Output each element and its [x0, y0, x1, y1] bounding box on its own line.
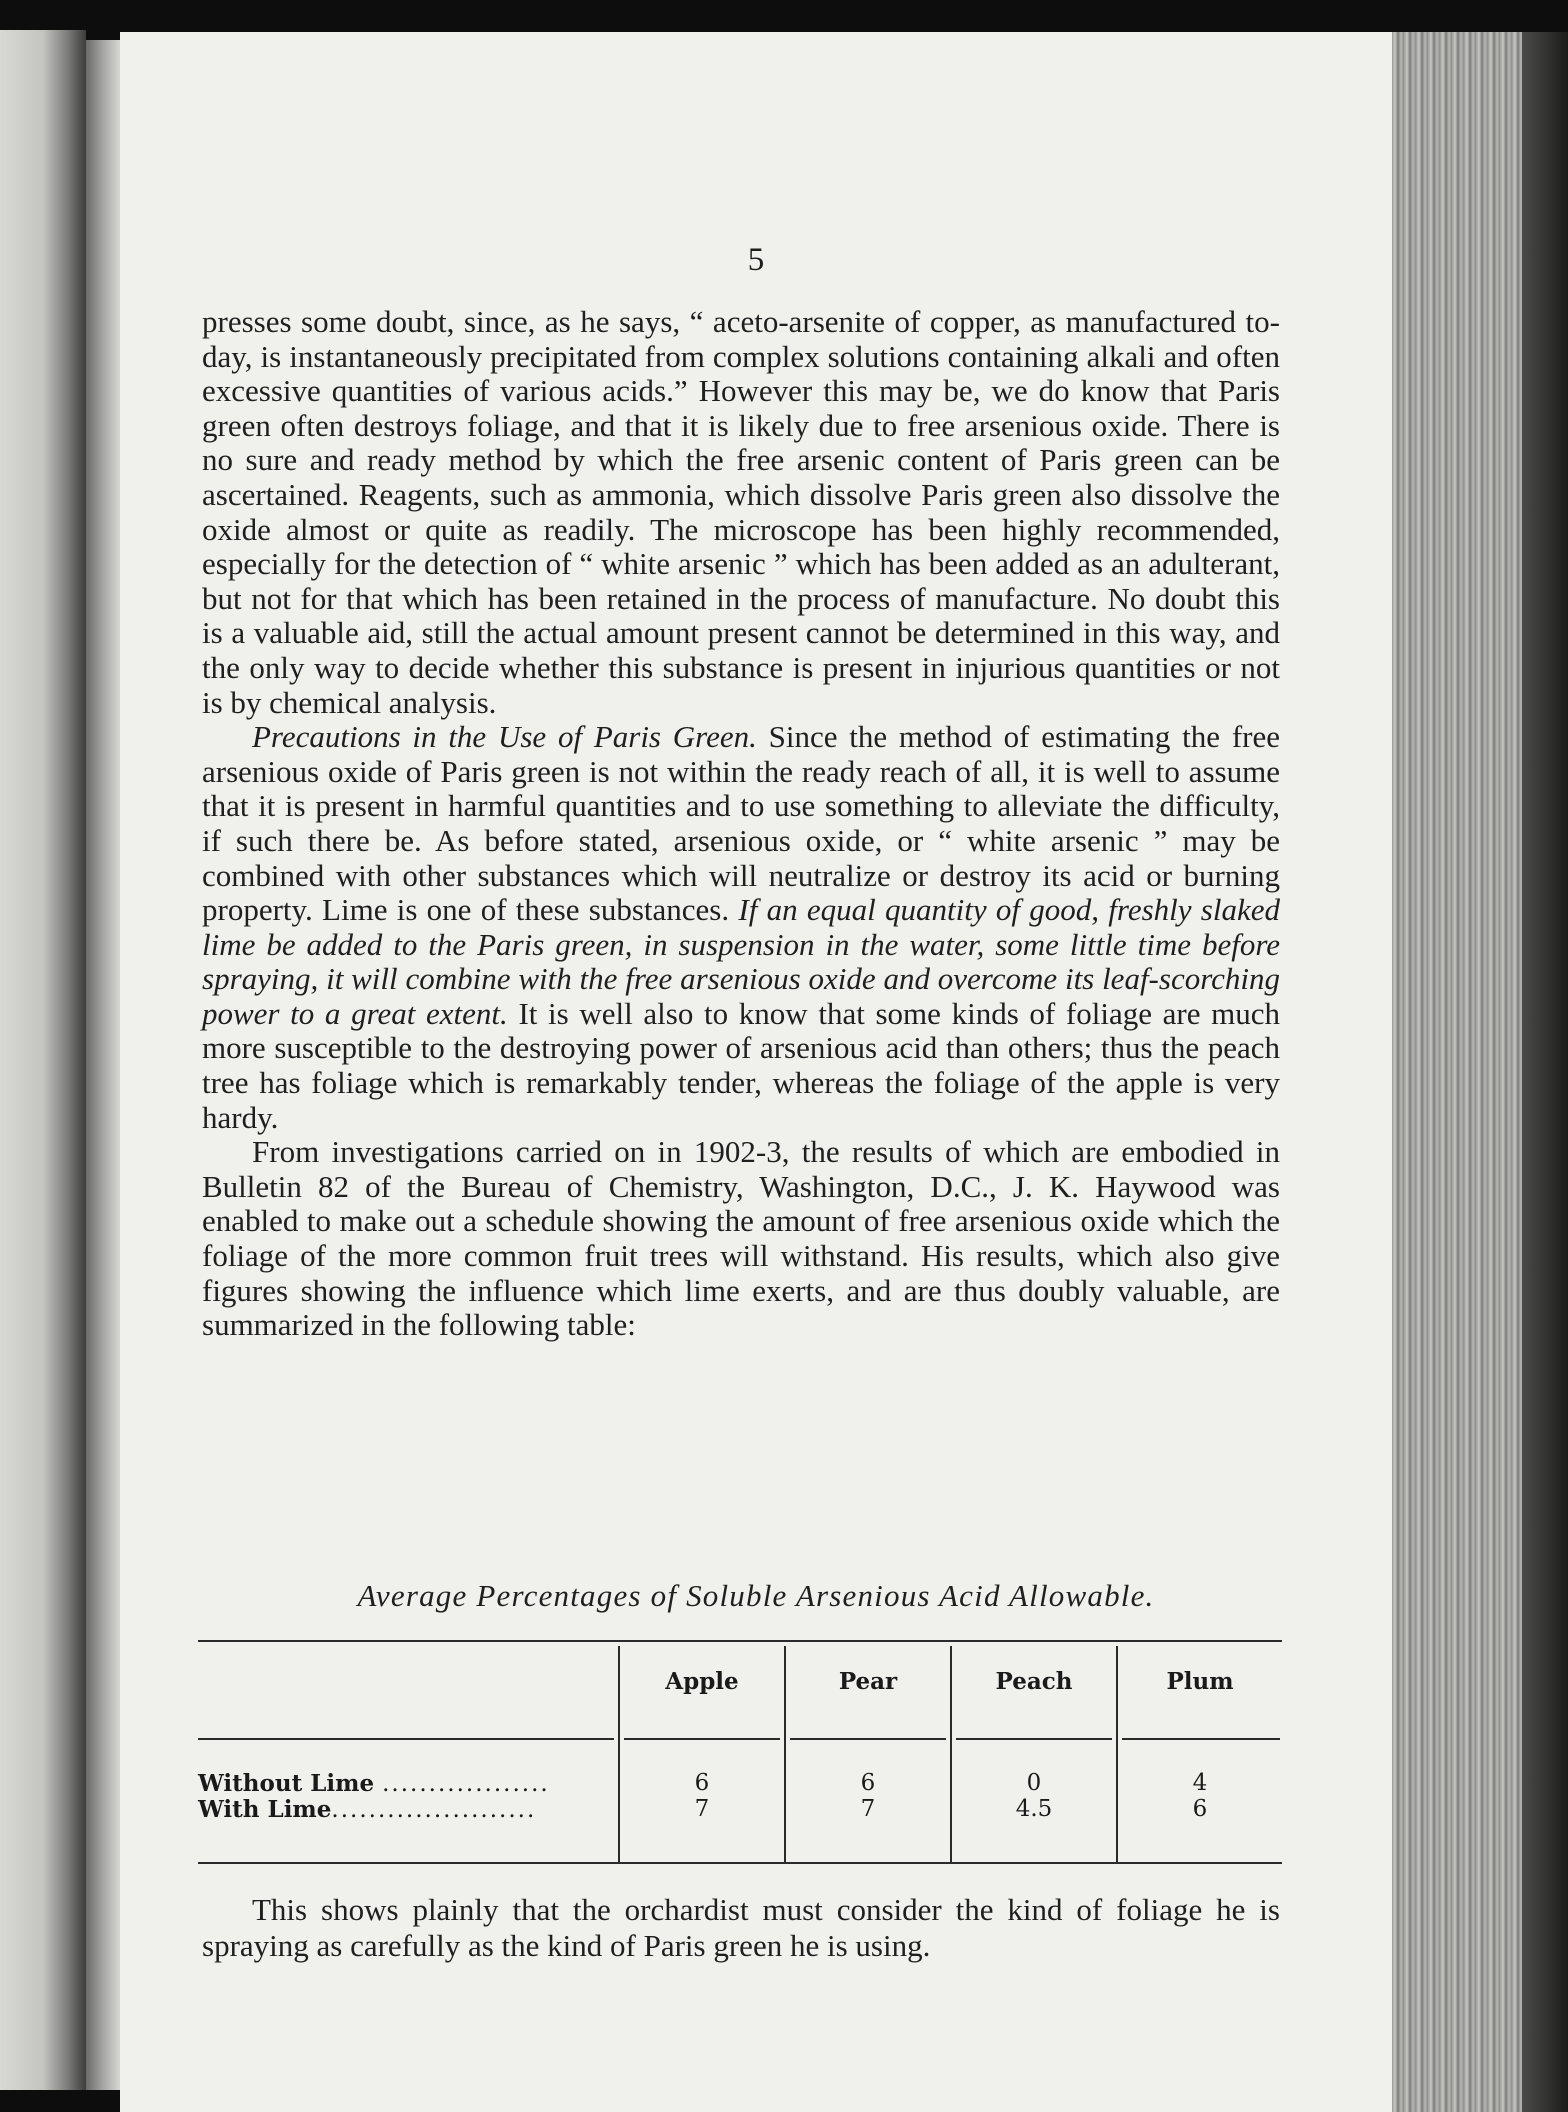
table-row-label: Without Lime ..................: [198, 1770, 550, 1797]
header-rule: [790, 1738, 946, 1740]
table-bottom-rule: [198, 1862, 1282, 1864]
table-cell: 4.5: [1015, 1796, 1053, 1822]
table-caption: Average Percentages of Soluble Arsenious Acid Allowable.: [357, 1578, 1155, 1613]
column-header-peach: Peach: [995, 1668, 1073, 1695]
table-cell: 6: [860, 1770, 876, 1796]
paragraph-2-text-b: It is well also to know that some kinds of foliage are much more susceptible to the destroying power of arsenious acid than others; thus the peach tree has foliage which is remarkably tender, whereas the foliage of the apple is very hardy.: [202, 995, 1280, 1135]
header-rule: [198, 1738, 614, 1740]
header-rule: [956, 1738, 1112, 1740]
table-cell: 6: [694, 1770, 710, 1796]
table-cell: 0: [1026, 1770, 1042, 1796]
paragraph-2: [202, 720, 1280, 1135]
table-top-rule: [198, 1640, 1282, 1642]
column-header-plum: Plum: [1166, 1668, 1234, 1695]
header-rule: [1122, 1738, 1280, 1740]
paragraph-3: From investigations carried on in 1902-3, the results of which are embodied in Bulletin 82 of the Bureau of Chemistry, Washington, D.C., J. K. Haywood was enabled to make out a schedule showing the amount of free arsenious oxide which the foliage of the more common fruit trees will withstand. His results, which also give figures showing the influence which lime exerts, and are thus doubly valuable, are summarized in the following table:: [202, 1134, 1280, 1343]
paragraph-2-italic: If an equal quantity of good, freshly slaked lime be added to the Paris green, in suspension in the water, some little time before spraying, it will combine with the free arsenious oxide and overcome its leaf-scorching power to a great extent.: [202, 892, 1280, 1031]
table-cell: 4: [1192, 1770, 1208, 1796]
table-row-label: With Lime......................: [198, 1796, 537, 1823]
column-header-apple: Apple: [665, 1668, 739, 1695]
section-heading: Precautions in the Use of Paris Green.: [252, 719, 757, 755]
column-header-pear: Pear: [838, 1668, 898, 1695]
table-cell: 6: [1192, 1796, 1208, 1822]
page-stack-edge: [1392, 32, 1522, 2112]
paragraph-2-text-a: Since the method of estimating the free arsenious oxide of Paris green is not within the ready reach of all, it is well to assume that it is present in harmful quantities and to use something to alleviate the difficulty, if such there be. As before stated, arsenious oxide, or “ white arsenic ” may be combined with other substances which will neutralize or destroy its acid or burning property. Lime is one of these substances.: [202, 719, 1280, 928]
body-text: [202, 305, 1280, 1343]
page-number: 5: [747, 242, 765, 278]
left-page-edge: [0, 30, 86, 2090]
paragraph-1: presses some doubt, since, as he says, “ aceto-arsenite of copper, as manufactured to-day, is instantaneously precipitated from complex solutions containing alkali and often excessive quantities of various acids.” However this may be, we do know that Paris green often destroys foliage, and that it is likely due to free arsenious oxide. There is no sure and ready method by which the free arsenic content of Paris green can be ascertained. Reagents, such as ammonia, which dissolve Paris green also dissolve the oxide almost or quite as readily. The microscope has been highly recommended, especially for the detection of “ white arsenic ” which has been added as an adulterant, but not for that which has been retained in the process of manufacture. No doubt this is a valuable aid, still the actual amount present cannot be determined in this way, and the only way to decide whether this substance is present in injurious quantities or not is by chemical analysis.: [202, 304, 1280, 720]
book-page: [120, 32, 1392, 2112]
header-rule: [624, 1738, 780, 1740]
table-cell: 7: [694, 1796, 710, 1822]
book-cover-edge: [1522, 32, 1568, 2112]
closing-paragraph: This shows plainly that the orchardist must consider the kind of foliage he is spraying as carefully as the kind of Paris green he is using.: [202, 1892, 1280, 1963]
table-cell: 7: [860, 1796, 876, 1822]
